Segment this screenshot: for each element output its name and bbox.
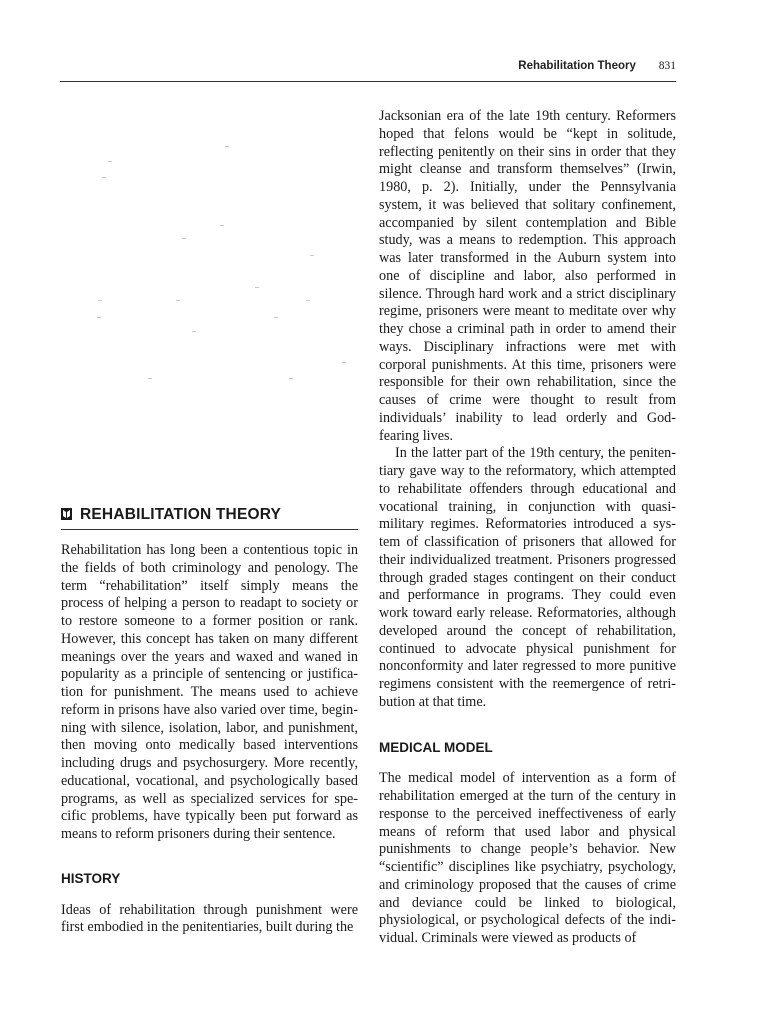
medical-model-heading: MEDICAL MODEL [379,739,493,755]
history-heading: HISTORY [61,870,121,886]
history-paragraph-1-start: Ideas of rehabilitation through punishment were first embodied in the penitentiaries, built during the [61,901,358,936]
intro-paragraph: Rehabilitation has long been a contentious topic in the fields of both criminology and penology. The term “rehabilitation” itself simply means the process of helping a person to readapt to society or to restore someone to a former position or rank. However, this concept has taken on many different meanings over the years and waxed and waned in popularity as a principle of sentencing or justification for punishment. The means used to achieve reform in prisons have also varied over time, beginning with silence, isolation, labor, and punishment, then moving onto medically based interventions including drugs and psychosurgery. More recently, educational, vocational, and psychologically based programs, as well as specialized services for specific problems, have typically been put forward as means to reform prisoners during their sentence. [61,542,358,842]
running-head-title: Rehabilitation Theory [518,60,636,72]
page-number: 831 [658,60,676,72]
section-rule [61,529,358,530]
section-title-text: REHABILITATION THEORY [80,506,282,523]
history-paragraph-1-continued: Jacksonian era of the late 19th century. Reformers hoped that felons would be “kept in solitude, reflecting penitently on their sins in order that they might cleanse and transform themselves” (Irwin, 1980, p. 2). Initially, under the Pennsylvania system, it was believed that solitary confinement, accompanied by silent contemplation and Bible study, was a means to redemption. This approach was later transformed in the Auburn system into one of discipline and labor, also performed in silence. Through hard work and a strict disciplinary regime, prisoners were meant to meditate over why they chose a criminal path in order to amend their ways. Disciplinary infractions were met with corporal punishments. At this time, prisoners were responsible for their own rehabilitation, since the causes of crime were thought to result from individuals’ inability to lead orderly and God-fearing lives. [379,108,676,444]
history-paragraph-2: In the latter part of the 19th century, the penitentiary gave way to the reformatory, which attempted to rehabilitate offenders through educational and vocational training, in conjunction with quasi-military regimes. Reformatories introduced a system of classification of prisoners that allowed for their individualized treatment. Prisoners progressed through graded stages contingent on their conduct and performance in programs. They could even work toward early release. Reformatories, although developed around the concept of rehabilitation, continued to advocate physical punishment for nonconformity and later regressed to more punitive regimens consistent with the reemergence of retribution at that time. [379,445,676,710]
running-header [60,60,676,72]
book-icon [61,507,72,519]
right-column [379,108,676,948]
section-title [61,506,358,524]
header-rule [60,81,676,82]
medical-model-paragraph-1: The medical model of intervention as a form of rehabilitation emerged at the turn of the century in response to the perceived ineffectiveness of early means of reform that used labor and physical punishments to change people’s behavior. New “scientific” disciplines like psychiatry, psychology, and criminology proposed that the causes of crime and deviance could be linked to biological, physiological, or psychological defects of the individual. Criminals were viewed as products of [379,770,676,946]
left-column [61,542,358,937]
